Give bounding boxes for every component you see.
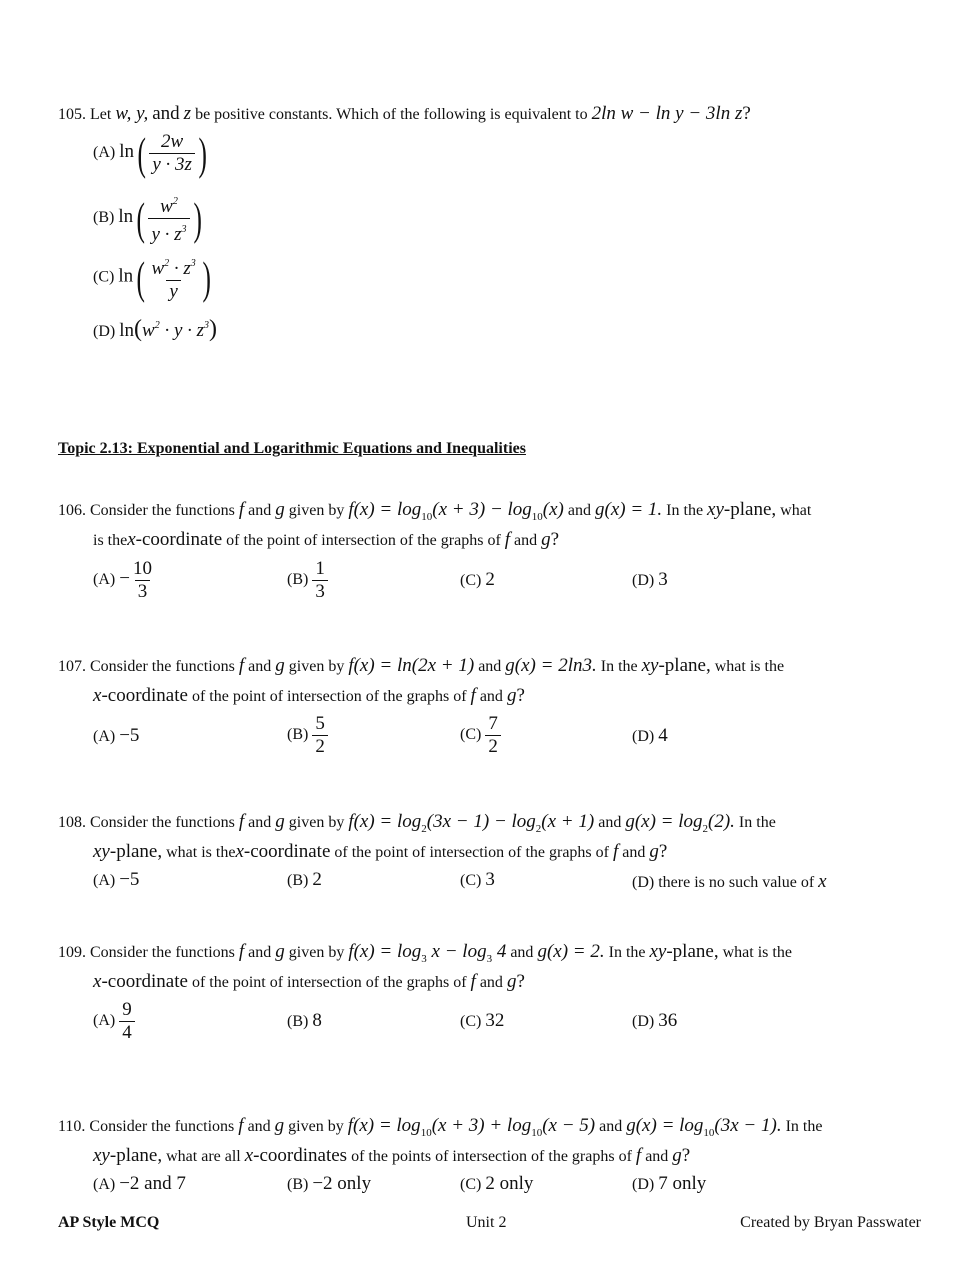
q107-stem-line1: 107. Consider the functions f and g given by f(x) = ln(2x + 1) and g(x) = 2ln3. In the xy-plane, what is the	[58, 655, 785, 676]
q110-choice-c[interactable]: (C) 2 only	[460, 1173, 534, 1194]
q110-choice-b[interactable]: (B) −2 only	[287, 1173, 372, 1194]
q105-choice-d[interactable]: (D) $\ln(w^2 \cdot y \cdot z^3)$	[93, 316, 218, 342]
footer-right: Created by Bryan Passwater	[740, 1214, 921, 1231]
q107-choice-b[interactable]: (B) $\frac{5}{2}$	[287, 713, 328, 758]
q105-stem: 105. Let w, y, and z be positive constants. Which of the following is equivalent to 2ln w − ln y − 3ln z?	[58, 103, 751, 124]
q105-choice-c[interactable]: (C) ln( $\frac{w^2 \cdot z^3}{y}$ )	[93, 252, 211, 303]
q110-stem-line2: xy-plane, what are all x-coordinates of the points of intersection of the graphs of f and g?	[93, 1145, 691, 1166]
q109-stem-line2: x-coordinate of the point of intersection of the graphs of f and g?	[93, 971, 525, 992]
q110-choice-d[interactable]: (D) 7 only	[632, 1173, 707, 1194]
q106-stem-line2: is thex-coordinate of the point of intersection of the graphs of f and g?	[93, 529, 560, 550]
q106-choice-d[interactable]: (D) 3	[632, 569, 668, 590]
q109-choice-a[interactable]: (A) $\frac{9}{4}$	[93, 999, 135, 1044]
q105-choice-b[interactable]: (B) ln( $\frac{w^2}{y \cdot z^3}$ )	[93, 192, 202, 245]
q108-choice-a[interactable]: (A) −5	[93, 869, 140, 890]
q109-choice-b[interactable]: (B) 8	[287, 1010, 322, 1031]
q107-choice-c[interactable]: (C) $\frac{7}{2}$	[460, 713, 501, 758]
q106-choice-a[interactable]: (A) − $\frac{10}{3}$	[93, 558, 152, 602]
q109-choice-d[interactable]: (D) 36	[632, 1010, 678, 1031]
q109-stem-line1: 109. Consider the functions f and g given by $f(x) = \log_3 x - \log_3 4$ and g(x) = 2. In the xy-plane, what is the	[58, 941, 792, 965]
q107-choice-a[interactable]: (A) −5	[93, 725, 140, 746]
q107-choice-d[interactable]: (D) 4	[632, 725, 668, 746]
q106-stem-line1: 106. Consider the functions f and g given by $f(x) = \log_{10}(x + 3) - \log_{10}(x)$ and g(x) = 1. In the xy-plane, what	[58, 499, 812, 523]
q109-choice-c[interactable]: (C) 32	[460, 1010, 505, 1031]
q108-choice-b[interactable]: (B) 2	[287, 869, 322, 890]
q107-stem-line2: x-coordinate of the point of intersection of the graphs of f and g?	[93, 685, 525, 706]
footer-left: AP Style MCQ	[58, 1214, 160, 1231]
topic-heading: Topic 2.13: Exponential and Logarithmic Equations and Inequalities	[58, 440, 526, 457]
q106-choice-c[interactable]: (C) 2	[460, 569, 495, 590]
q108-choice-c[interactable]: (C) 3	[460, 869, 495, 890]
q106-choice-b[interactable]: (B) $\frac{1}{3}$	[287, 558, 328, 603]
q108-choice-d[interactable]: (D) there is no such value of x	[632, 871, 827, 892]
q108-stem-line2: xy-plane, what is thex-coordinate of the point of intersection of the graphs of f and g?	[93, 841, 668, 862]
q110-choice-a[interactable]: (A) −2 and 7	[93, 1173, 186, 1194]
q108-stem-line1: 108. Consider the functions f and g given by $f(x) = \log_2(3x - 1) - \log_2(x + 1)$ and $g(x) = \log_2(2)$. In the	[58, 811, 776, 835]
q105-choice-a[interactable]: (A) ln( $\frac{2w}{y \cdot 3z}$ )	[93, 127, 207, 179]
q110-stem-line1: 110. Consider the functions f and g given by $f(x) = \log_{10}(x + 3) + \log_{10}(x - 5)$ and $g(x) = \log_{10}(3x - 1)$. In the	[58, 1115, 823, 1139]
footer-center: Unit 2	[466, 1214, 507, 1231]
